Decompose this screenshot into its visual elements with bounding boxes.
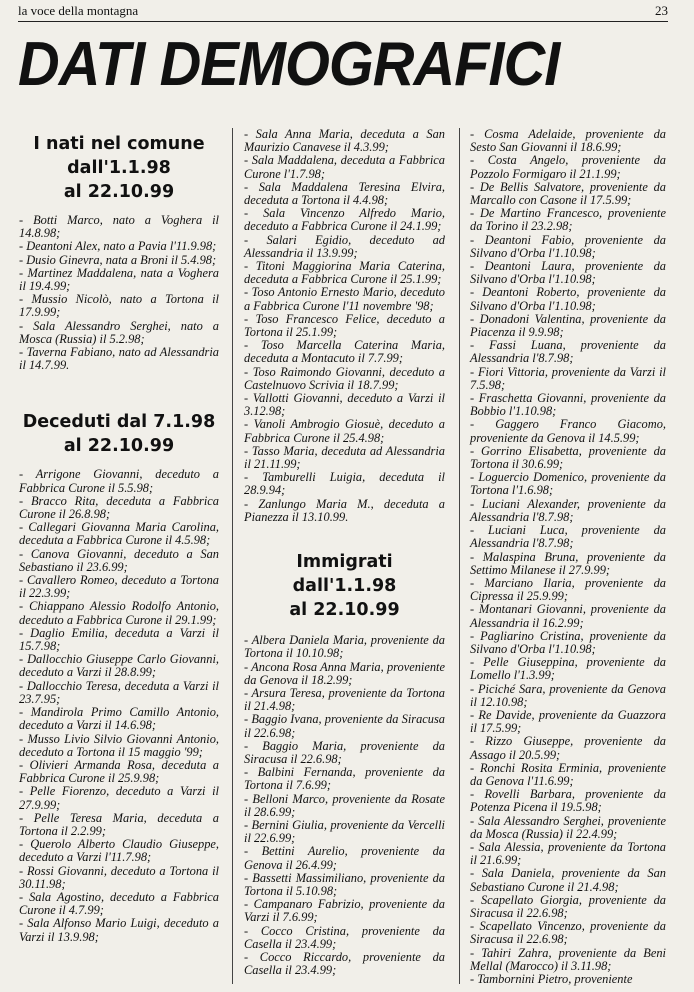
list-item: - Pagliarino Cristina, proveniente da Silvano d'Orba l'1.10.98;	[470, 628, 666, 656]
list-item: - Cavallero Romeo, deceduto a Tortona il 22.3.99;	[19, 573, 219, 601]
list-item: - Sala Alessandro Serghei, proveniente da Mosca (Russia) il 22.4.99;	[470, 813, 666, 841]
list-item: - Toso Francesco Felice, deceduto a Tortona il 25.1.99;	[244, 311, 445, 340]
list-item: - Montanari Giovanni, proveniente da Alessandria il 16.2.99;	[470, 602, 666, 630]
list-item: - Bassetti Massimiliano, proveniente da Tortona il 5.10.98;	[244, 870, 445, 898]
list-item: - Balbini Fernanda, proveniente da Tortona il 7.6.99;	[244, 765, 445, 793]
list-item: - Daglio Emilia, deceduta a Varzi il 15.7.98;	[19, 625, 219, 654]
list-item: - Olivieri Armanda Rosa, deceduta a Fabbrica Curone il 25.9.98;	[19, 757, 219, 786]
list-item: - Toso Antonio Ernesto Mario, deceduto a Fabbrica Curone l'11 novembre '98;	[244, 285, 445, 313]
list-item: - Piciché Sara, proveniente da Genova il 12.10.98;	[470, 681, 666, 709]
list-item: - Arsura Teresa, proveniente da Tortona il 21.4.98;	[244, 685, 445, 714]
list-item: - Salari Egidio, deceduto ad Alessandria il 13.9.99;	[244, 232, 445, 260]
list-item: - Fiori Vittoria, proveniente da Varzi il 7.5.98;	[470, 364, 666, 392]
list-item: - Deantoni Fabio, proveniente da Silvano d'Orba l'1.10.98;	[470, 232, 666, 260]
list-item: - De Bellis Salvatore, proveniente da Marcallo con Casone il 17.5.99;	[470, 179, 666, 208]
list-item: - Arrigone Giovanni, deceduto a Fabbrica Curone il 5.5.98;	[19, 467, 219, 495]
list-item: - Costa Angelo, proveniente da Pozzolo Formigaro il 21.1.99;	[470, 153, 666, 181]
immigrants-heading	[244, 550, 445, 622]
list-item: - Taverna Fabiano, nato ad Alessandria il 14.7.99.	[19, 345, 219, 373]
list-item: - Tahiri Zahra, proveniente da Beni Mellal (Marocco) il 3.11.98;	[470, 945, 666, 973]
list-item: - Baggio Maria, proveniente da Siracusa il 22.6.98;	[244, 738, 445, 766]
list-item: - Campanaro Fabrizio, proveniente da Varzi il 7.6.99;	[244, 897, 445, 925]
heading-line: Deceduti dal 7.1.98	[22, 412, 216, 433]
list-item: - Tasso Maria, deceduta ad Alessandria il 21.11.99;	[244, 443, 445, 472]
list-item: - Sala Anna Maria, deceduta a San Maurizio Canavese il 4.3.99;	[244, 127, 445, 155]
heading-line: al 22.10.99	[63, 182, 175, 202]
list-item: - Botti Marco, nato a Voghera il 14.8.98;	[19, 213, 219, 241]
list-item: - Donadoni Valentina, proveniente da Piacenza il 9.9.98;	[470, 311, 666, 340]
deaths-heading	[19, 410, 219, 458]
list-item: - Sala Daniela, proveniente da San Sebastiano Curone il 21.4.98;	[470, 866, 666, 894]
column-1	[19, 132, 219, 944]
list-item: - Sala Agostino, deceduto a Fabbrica Curone il 4.7.99;	[19, 889, 219, 918]
list-item: - Fassi Luana, proveniente da Alessandria l'8.7.98;	[470, 338, 666, 366]
list-item: - Dusio Ginevra, nata a Broni il 5.4.98;	[19, 252, 217, 267]
list-item: - Callegari Giovanna Maria Carolina, deceduta a Fabbrica Curone il 4.5.98;	[19, 520, 219, 548]
page-header	[18, 3, 668, 22]
list-item: - Mussio Nicolò, nato a Tortona il 17.9.99;	[19, 292, 219, 320]
list-item: - Pelle Giuseppina, proveniente da Lomello l'1.3.99;	[470, 655, 666, 683]
list-item: - Chiappano Alessio Rodolfo Antonio, deceduto a Fabbrica Curone il 29.1.99;	[19, 599, 219, 627]
list-item: - Vallotti Giovanni, deceduto a Varzi il 3.12.98;	[244, 391, 445, 419]
list-item: - Titoni Maggiorina Maria Caterina, deceduta a Fabbrica Curone il 25.1.99;	[244, 259, 445, 287]
list-item: - Luciani Luca, proveniente da Alessandria l'8.7.98;	[470, 523, 666, 551]
heading-line: dall'1.1.98	[67, 158, 171, 178]
list-item: - Martinez Maddalena, nata a Voghera il 19.4.99;	[19, 265, 219, 294]
list-item: - Sala Alessia, proveniente da Tortona il 21.6.99;	[470, 839, 666, 868]
list-item: - Rossi Giovanni, deceduto a Tortona il 30.11.98;	[19, 863, 219, 891]
list-item: - Bettini Aurelio, proveniente da Genova il 26.4.99;	[244, 844, 445, 872]
list-item: - Sala Maddalena, deceduta a Fabbrica Curone l'1.7.98;	[244, 153, 445, 181]
page-number: 23	[655, 3, 668, 18]
list-item: - Zanlungo Maria M., deceduta a Pianezza il 13.10.99.	[244, 496, 445, 524]
list-item: - Deantoni Alex, nato a Pavia l'11.9.98;	[19, 239, 217, 254]
publication-name: la voce della montagna	[18, 3, 139, 18]
list-item: - Baggio Ivana, proveniente da Siracusa il 22.6.98;	[244, 712, 445, 740]
list-item: - Querolo Alberto Claudio Giuseppe, deceduto a Varzi l'11.7.98;	[19, 837, 219, 865]
list-item: - Bracco Rita, deceduta a Fabbrica Curone il 26.8.98;	[19, 493, 219, 522]
list-item: - Vanoli Ambrogio Giosuè, deceduto a Fabbrica Curone il 25.4.98;	[244, 417, 445, 445]
list-item: - Tamburelli Luigia, deceduta il 28.9.94;	[244, 470, 445, 498]
list-item: - Sala Alessandro Serghei, nato a Mosca (Russia) il 5.2.98;	[19, 318, 219, 346]
heading-line: al 22.10.99	[63, 436, 175, 457]
column-divider	[232, 128, 233, 984]
list-item: - Sala Maddalena Teresina Elvira, deceduta a Tortona il 4.4.98;	[244, 179, 445, 208]
deaths-list-part-1	[19, 468, 219, 943]
births-heading	[19, 132, 219, 204]
list-item: - Re Davide, proveniente da Guazzora il 17.5.99;	[470, 707, 666, 736]
list-item: - Scapellato Giorgia, proveniente da Siracusa il 22.6.98;	[470, 892, 666, 920]
list-item: - Ancona Rosa Anna Maria, proveniente da Genova il 18.2.99;	[244, 659, 445, 687]
list-item: - Cocco Riccardo, proveniente da Casella il 23.4.99;	[244, 949, 445, 978]
list-item: - Musso Livio Silvio Giovanni Antonio, deceduto a Tortona il 15 maggio '99;	[19, 731, 219, 759]
column-divider	[459, 128, 460, 984]
list-item: - Toso Marcella Caterina Maria, deceduta a Montacuto il 7.7.99;	[244, 338, 445, 366]
list-item: - Sala Alfonso Mario Luigi, deceduto a Varzi il 13.9.98;	[19, 916, 219, 944]
column-3	[470, 128, 666, 986]
list-item: - Deantoni Roberto, proveniente da Silvano d'Orba l'1.10.98;	[470, 285, 666, 313]
list-item: - Canova Giovanni, deceduto a San Sebastiano il 23.6.99;	[19, 546, 219, 574]
births-list	[19, 214, 219, 372]
deaths-list-part-2	[244, 128, 445, 524]
immigrants-list-part-1	[244, 634, 445, 977]
list-item: - Loguercio Domenico, proveniente da Tortona l'1.6.98;	[470, 470, 666, 498]
list-item: - Dallocchio Giuseppe Carlo Giovanni, deceduto a Varzi il 28.8.99;	[19, 652, 219, 680]
list-item: - Gorrino Elisabetta, proveniente da Tortona il 30.6.99;	[470, 443, 666, 472]
list-item: - Malaspina Bruna, proveniente da Settimo Milanese il 27.9.99;	[470, 549, 666, 577]
heading-line: I nati nel comune	[33, 134, 205, 154]
list-item: - Bernini Giulia, proveniente da Vercelli il 22.6.99;	[244, 817, 445, 846]
list-item: - De Martino Francesco, proveniente da Torino il 23.2.98;	[470, 206, 666, 234]
list-item: - Toso Raimondo Giovanni, deceduto a Castelnuovo Scrivia il 18.7.99;	[244, 364, 445, 392]
heading-line: Immigrati dall'1.1.98	[292, 552, 397, 597]
list-item: - Pelle Teresa Maria, deceduta a Tortona il 2.2.99;	[19, 810, 219, 838]
immigrants-list-part-2	[470, 128, 666, 986]
heading-line: al 22.10.99	[289, 600, 400, 621]
list-item: - Fraschetta Giovanni, proveniente da Bobbio l'1.10.98;	[470, 391, 666, 419]
page-title: DATI DEMOGRAFICI	[18, 30, 560, 99]
list-item: - Gaggero Franco Giacomo, proveniente da Genova il 14.5.99;	[470, 417, 666, 445]
list-item: - Dallocchio Teresa, deceduta a Varzi il 23.7.95;	[19, 678, 219, 706]
list-item: - Rizzo Giuseppe, proveniente da Assago il 20.5.99;	[470, 734, 666, 762]
list-item: - Marciano Ilaria, proveniente da Cipressa il 25.9.99;	[470, 575, 666, 604]
column-2	[244, 128, 445, 977]
list-item: - Rovelli Barbara, proveniente da Potenza Picena il 19.5.98;	[470, 787, 666, 815]
list-item: - Sala Vincenzo Alfredo Mario, deceduto a Fabbrica Curone il 24.1.99;	[244, 206, 445, 234]
list-item: - Mandirola Primo Camillo Antonio, deceduto a Varzi il 14.6.98;	[19, 705, 219, 733]
list-item: - Tambornini Pietro, proveniente	[470, 972, 633, 986]
list-item: - Scapellato Vincenzo, proveniente da Siracusa il 22.6.98;	[470, 919, 666, 947]
list-item: - Ronchi Rosita Erminia, proveniente da Genova l'11.6.99;	[470, 760, 666, 788]
list-item: - Deantoni Laura, proveniente da Silvano d'Orba l'1.10.98;	[470, 259, 666, 287]
list-item: - Albera Daniela Maria, proveniente da Tortona il 10.10.98;	[244, 633, 445, 661]
list-item: - Luciani Alexander, proveniente da Alessandria l'8.7.98;	[470, 496, 666, 524]
list-item: - Pelle Fiorenzo, deceduto a Varzi il 27.9.99;	[19, 784, 219, 812]
list-item: - Cosma Adelaide, proveniente da Sesto San Giovanni il 18.6.99;	[470, 127, 666, 155]
list-item: - Cocco Cristina, proveniente da Casella il 23.4.99;	[244, 923, 445, 951]
list-item: - Belloni Marco, proveniente da Rosate il 28.6.99;	[244, 791, 445, 819]
